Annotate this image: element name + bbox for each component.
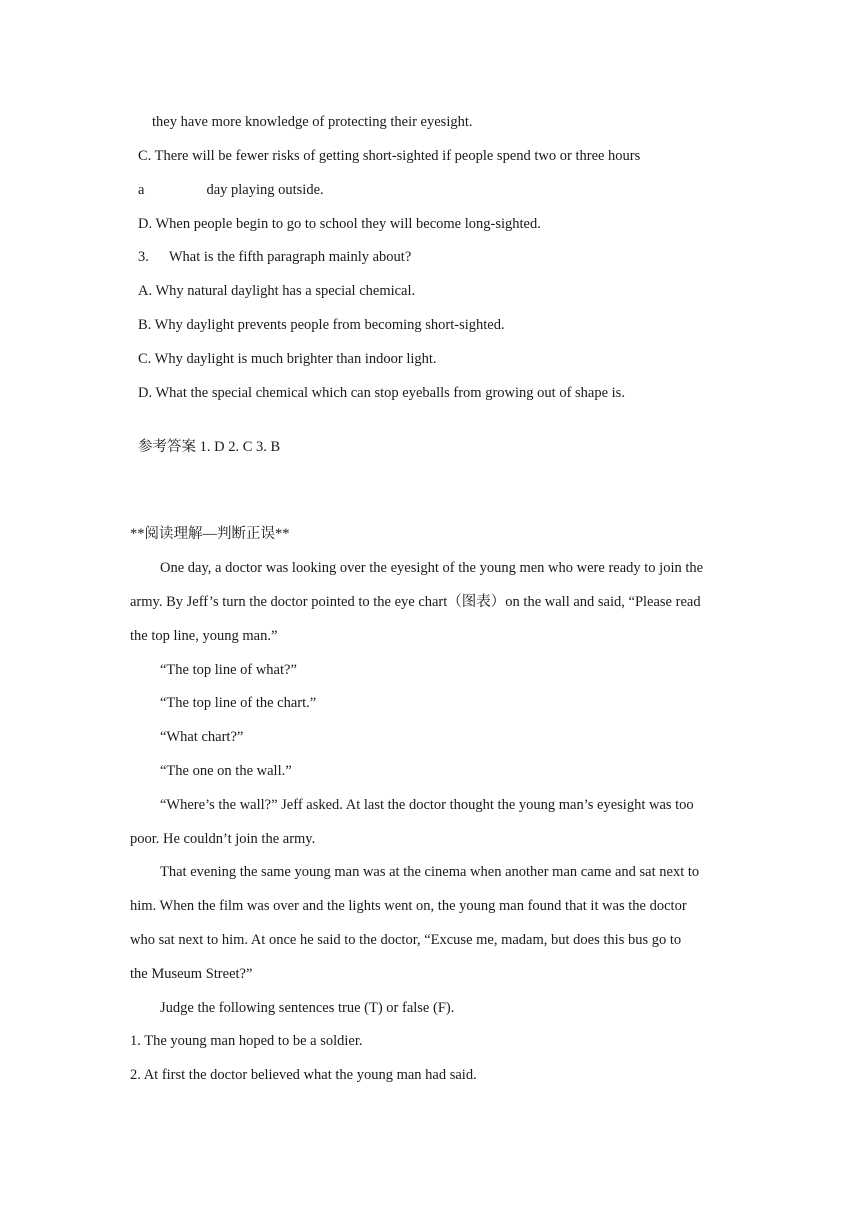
statement-1: 1. The young man hoped to be a soldier.: [130, 1033, 363, 1049]
story-line: That evening the same young man was at the cinema when another man came and sat next to: [160, 864, 700, 880]
question-3-text: What is the fifth paragraph mainly about?: [168, 249, 412, 265]
q2-option-d: D. When people begin to go to school they will become long-sighted.: [138, 216, 541, 232]
story-line: “What chart?”: [160, 729, 244, 745]
instruction-line: Judge the following sentences true (T) or false (F).: [160, 1000, 455, 1016]
q3-option-b: B. Why daylight prevents people from becoming short-sighted.: [138, 317, 505, 333]
q2-option-c-line-2: [138, 180, 324, 200]
section-title: **阅读理解—判断正误**: [130, 526, 290, 542]
story-line: “Where’s the wall?” Jeff asked. At last the doctor thought the young man’s eyesight was too: [160, 797, 694, 813]
q2-option-c-word-a: a: [138, 182, 145, 198]
q2-option-c-line-1: C. There will be fewer risks of getting short-sighted if people spend two or three hours: [138, 148, 641, 164]
story-line: “The one on the wall.”: [160, 763, 292, 779]
question-3: [138, 247, 411, 267]
story-line: One day, a doctor was looking over the eyesight of the young men who were ready to join the: [160, 560, 704, 576]
story-line: “The top line of what?”: [160, 662, 297, 678]
story-line: the top line, young man.”: [130, 628, 278, 644]
q3-option-c: C. Why daylight is much brighter than indoor light.: [138, 351, 437, 367]
story-line: the Museum Street?”: [130, 966, 253, 982]
story-line: him. When the film was over and the lights went on, the young man found that it was the doctor: [130, 898, 687, 914]
story-line: who sat next to him. At once he said to the doctor, “Excuse me, madam, but does this bus go to: [130, 932, 682, 948]
story-line: army. By Jeff’s turn the doctor pointed to the eye chart（图表）on the wall and said, “Please read: [130, 594, 701, 610]
statement-2: 2. At first the doctor believed what the young man had said.: [130, 1067, 477, 1083]
q2-option-b-continuation: they have more knowledge of protecting their eyesight.: [152, 114, 473, 130]
answer-key: 参考答案 1. D 2. C 3. B: [138, 439, 281, 455]
q3-option-d: D. What the special chemical which can stop eyeballs from growing out of shape is.: [138, 385, 625, 401]
q2-option-c-word-day: day playing outside.: [206, 182, 324, 198]
q3-option-a: A. Why natural daylight has a special chemical.: [138, 283, 416, 299]
story-line: poor. He couldn’t join the army.: [130, 831, 316, 847]
question-3-number: 3.: [138, 249, 149, 265]
story-line: “The top line of the chart.”: [160, 695, 317, 711]
